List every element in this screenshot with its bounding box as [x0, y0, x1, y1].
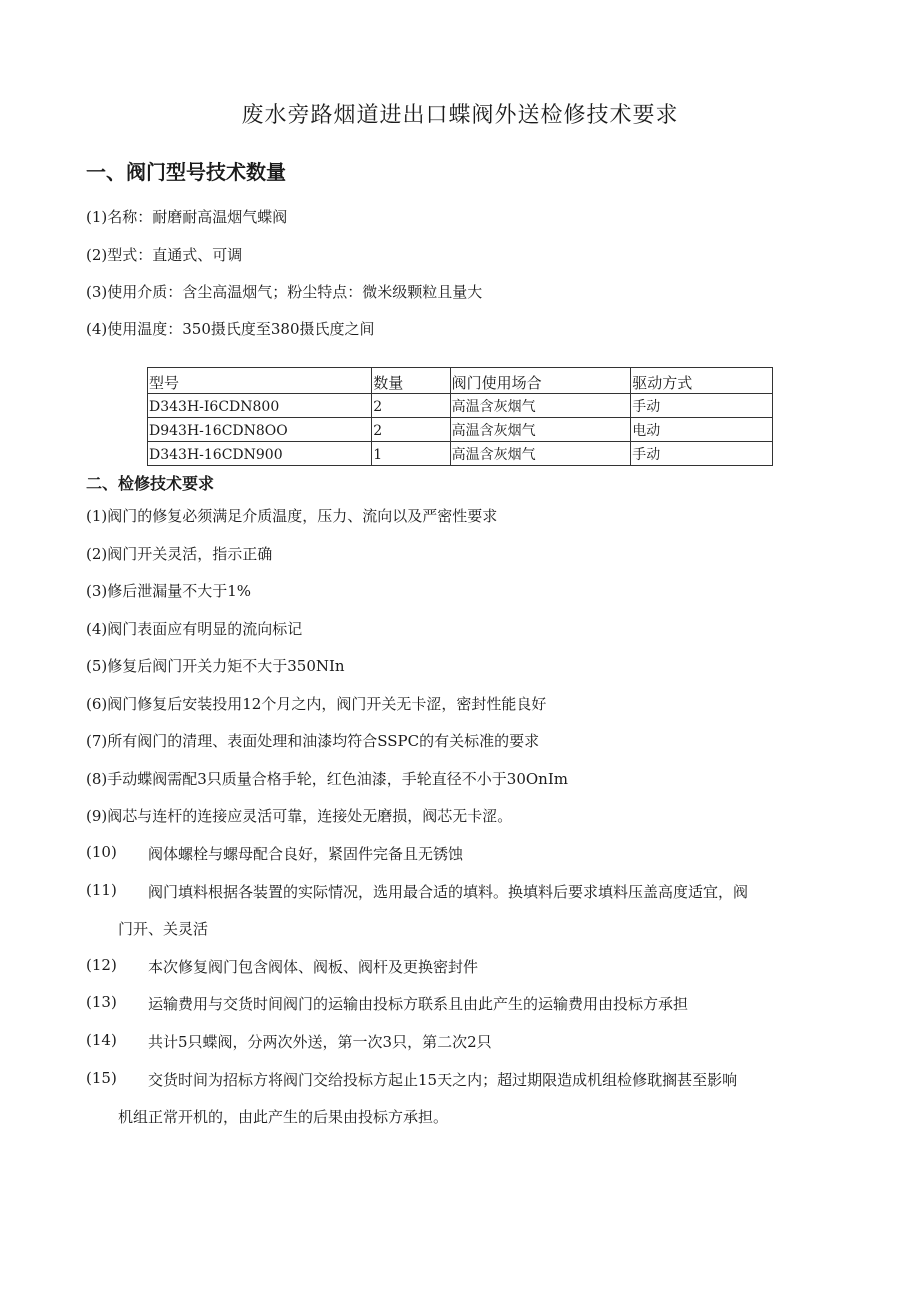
- spec-item-name: (1)名称：耐磨耐高温烟气蝶阀: [86, 208, 288, 226]
- requirement-number: (12): [86, 956, 117, 974]
- requirement-item: (1)阀门的修复必须满足介质温度，压力、流向以及严密性要求: [86, 507, 498, 525]
- requirement-item: (8)手动蝶阀需配3只质量合格手轮，红色油漆，手轮直径不小于30OnIm: [86, 770, 568, 788]
- spec-item-medium: (3)使用介质：含尘高温烟气；粉尘特点：微米级颗粒且量大: [86, 283, 483, 301]
- cell-drive: 手动: [631, 442, 773, 466]
- requirement-text-continued: 机组正常开机的，由此产生的后果由投标方承担。: [118, 1108, 449, 1126]
- cell-quantity: 1: [372, 442, 450, 466]
- spec-item-temperature: (4)使用温度：350摄氏度至380摄氏度之间: [86, 320, 375, 338]
- cell-usage: 高温含灰烟气: [450, 442, 631, 466]
- valve-spec-table: [147, 367, 773, 466]
- header-quantity: 数量: [372, 368, 450, 394]
- requirement-number: (15): [86, 1069, 117, 1087]
- table-row: [148, 418, 773, 442]
- requirement-number: (13): [86, 993, 117, 1011]
- document-title: 废水旁路烟道进出口蝶阀外送检修技术要求: [241, 103, 679, 128]
- cell-model: D343H-I6CDN800: [148, 394, 372, 418]
- requirement-text: 阀体螺栓与螺母配合良好，紧固件完备且无锈蚀: [148, 845, 464, 863]
- requirement-item: (6)阀门修复后安装投用12个月之内，阀门开关无卡涩，密封性能良好: [86, 695, 547, 713]
- cell-model: D343H-16CDN900: [148, 442, 372, 466]
- header-usage: 阀门使用场合: [450, 368, 631, 394]
- requirement-text-continued: 门开、关灵活: [118, 920, 209, 938]
- table-header-row: [148, 368, 773, 394]
- header-model: 型号: [148, 368, 372, 394]
- section1-heading: 一、阀门型号技术数量: [86, 160, 286, 184]
- cell-model: D943H-16CDN8OO: [148, 418, 372, 442]
- cell-usage: 高温含灰烟气: [450, 418, 631, 442]
- requirement-text: 运输费用与交货时间阀门的运输由投标方联系且由此产生的运输费用由投标方承担: [148, 995, 689, 1013]
- requirement-text: 本次修复阀门包含阀体、阀板、阀杆及更换密封件: [148, 958, 479, 976]
- cell-quantity: 2: [372, 394, 450, 418]
- requirement-item: (4)阀门表面应有明显的流向标记: [86, 620, 303, 638]
- requirement-item: (3)修后泄漏量不大于1%: [86, 582, 252, 600]
- requirement-item: (7)所有阀门的清理、表面处理和油漆均符合SSPC的有关标准的要求: [86, 732, 540, 750]
- cell-drive: 手动: [631, 394, 773, 418]
- requirement-text: 阀门填料根据各装置的实际情况，选用最合适的填料。换填料后要求填料压盖高度适宜，阀: [148, 883, 749, 901]
- requirement-number: (14): [86, 1031, 117, 1049]
- requirement-text: 共计5只蝶阀，分两次外送，第一次3只，第二次2只: [148, 1033, 492, 1051]
- header-drive: 驱动方式: [631, 368, 773, 394]
- table-row: [148, 442, 773, 466]
- requirement-number: (10): [86, 843, 117, 861]
- requirement-item: (9)阀芯与连杆的连接应灵活可靠，连接处无磨损，阀芯无卡涩。: [86, 807, 513, 825]
- requirement-text: 交货时间为招标方将阀门交给投标方起止15天之内；超过期限造成机组检修耽搁甚至影响: [148, 1071, 738, 1089]
- cell-drive: 电动: [631, 418, 773, 442]
- cell-quantity: 2: [372, 418, 450, 442]
- requirement-item: (5)修复后阀门开关力矩不大于350NIn: [86, 657, 345, 675]
- section2-heading: 二、检修技术要求: [86, 474, 215, 493]
- table-row: [148, 394, 773, 418]
- requirement-item: (2)阀门开关灵活，指示正确: [86, 545, 273, 563]
- cell-usage: 高温含灰烟气: [450, 394, 631, 418]
- requirement-number: (11): [86, 881, 117, 899]
- spec-item-type: (2)型式：直通式、可调: [86, 246, 243, 264]
